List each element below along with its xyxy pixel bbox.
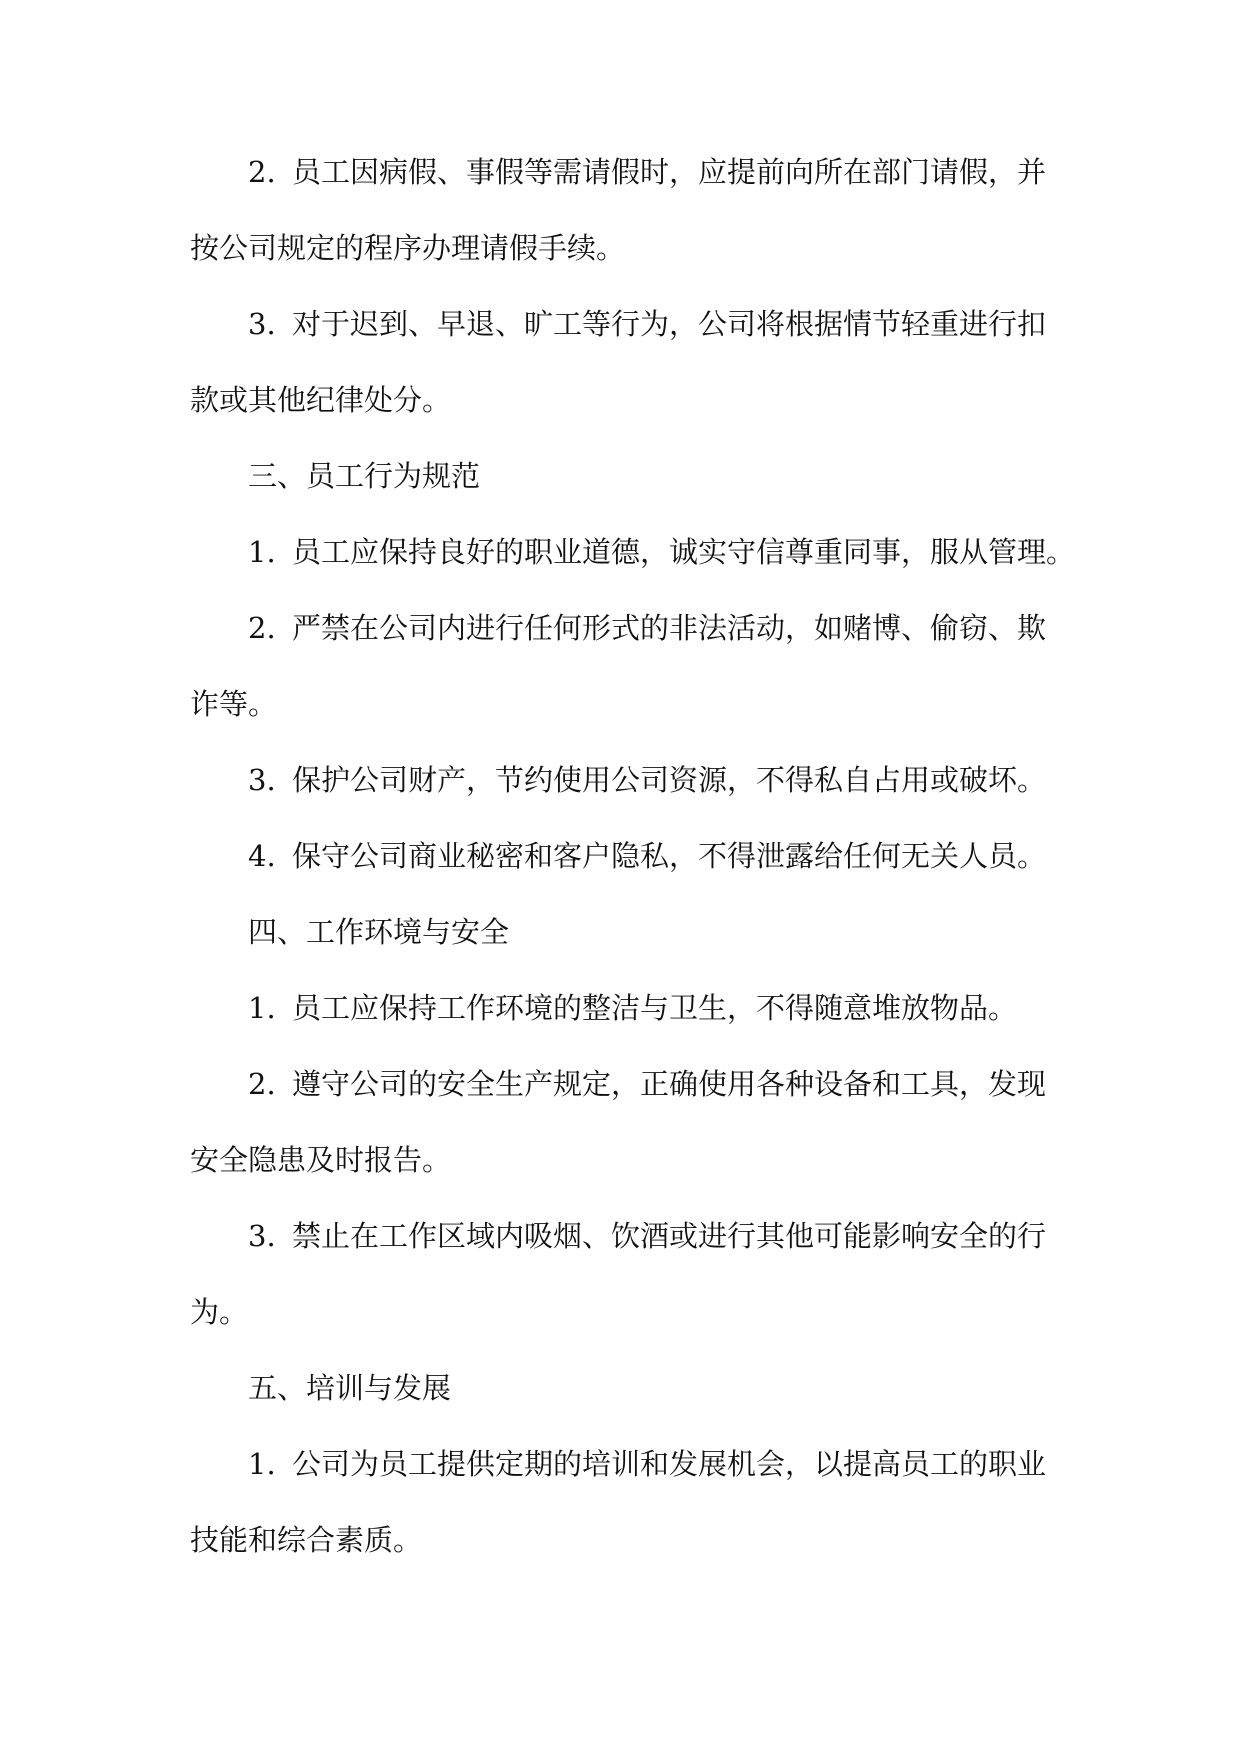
- item-text: 款或其他纪律处分。: [190, 383, 452, 417]
- item-text: 员工因病假、事假等需请假时，应提前向所在部门请假，并: [292, 155, 1047, 189]
- list-item-no-smoking: [190, 1212, 1050, 1288]
- list-item-training: [190, 1440, 1050, 1516]
- list-item-leave-request: [190, 148, 1050, 224]
- item-number: 4.: [248, 839, 276, 873]
- continuation-line: [190, 680, 1050, 756]
- item-number: 2.: [248, 1067, 276, 1101]
- item-number: 3.: [248, 763, 276, 797]
- section-heading: [190, 908, 1050, 984]
- item-text: 员工应保持工作环境的整洁与卫生，不得随意堆放物品。: [292, 991, 1018, 1025]
- item-text: 诈等。: [190, 687, 278, 721]
- continuation-line: [190, 1516, 1050, 1592]
- heading-text: 五、培训与发展: [248, 1371, 452, 1405]
- item-text: 保守公司商业秘密和客户隐私，不得泄露给任何无关人员。: [292, 839, 1047, 873]
- list-item-safety-rules: [190, 1060, 1050, 1136]
- item-text: 安全隐患及时报告。: [190, 1143, 452, 1177]
- item-number: 1.: [248, 535, 276, 569]
- item-text: 保护公司财产，节约使用公司资源，不得私自占用或破坏。: [292, 763, 1047, 797]
- item-number: 1.: [248, 1447, 276, 1481]
- item-number: 3.: [248, 307, 276, 341]
- section-heading: [190, 1364, 1050, 1440]
- item-text: 按公司规定的程序办理请假手续。: [190, 231, 626, 265]
- section-heading: [190, 452, 1050, 528]
- list-item-lateness: [190, 300, 1050, 376]
- continuation-line: [190, 1288, 1050, 1364]
- item-text: 员工应保持良好的职业道德，诚实守信尊重同事，服从管理。: [292, 535, 1076, 569]
- document-body: [190, 148, 1076, 1592]
- list-item-property: [190, 756, 1050, 832]
- item-number: 2.: [248, 611, 276, 645]
- list-item-ethics: [190, 528, 1076, 604]
- heading-text: 三、员工行为规范: [248, 459, 481, 493]
- item-number: 3.: [248, 1219, 276, 1253]
- continuation-line: [190, 1136, 1050, 1212]
- continuation-line: [190, 376, 1050, 452]
- list-item-illegal-activities: [190, 604, 1050, 680]
- item-text: 遵守公司的安全生产规定，正确使用各种设备和工具，发现: [292, 1067, 1047, 1101]
- list-item-confidentiality: [190, 832, 1050, 908]
- heading-text: 四、工作环境与安全: [248, 915, 510, 949]
- item-text: 公司为员工提供定期的培训和发展机会，以提高员工的职业: [292, 1447, 1047, 1481]
- item-number: 2.: [248, 155, 276, 189]
- list-item-cleanliness: [190, 984, 1050, 1060]
- item-number: 1.: [248, 991, 276, 1025]
- item-text: 技能和综合素质。: [190, 1523, 423, 1557]
- item-text: 严禁在公司内进行任何形式的非法活动，如赌博、偷窃、欺: [292, 611, 1047, 645]
- item-text: 为。: [190, 1295, 249, 1329]
- item-text: 对于迟到、早退、旷工等行为，公司将根据情节轻重进行扣: [292, 307, 1047, 341]
- continuation-line: [190, 224, 1050, 300]
- item-text: 禁止在工作区域内吸烟、饮酒或进行其他可能影响安全的行: [292, 1219, 1047, 1253]
